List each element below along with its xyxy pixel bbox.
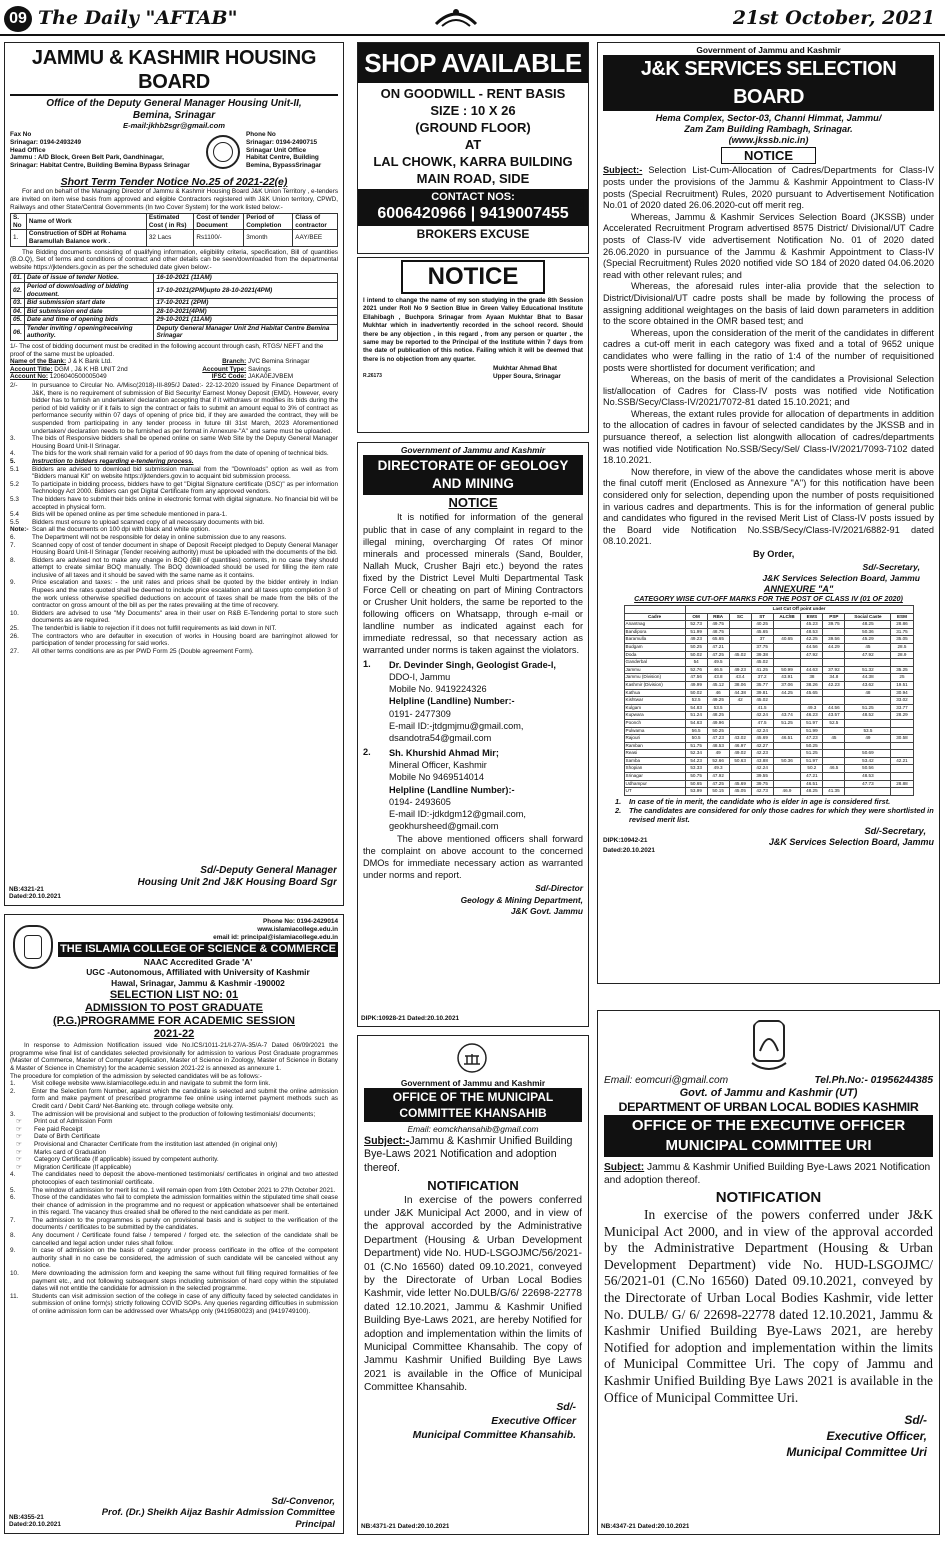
khansahib-notif: NOTIFICATION bbox=[427, 1177, 519, 1193]
jkhb-office: Office of the Deputy General Manager Housing Unit-II, bbox=[46, 98, 302, 109]
jkssb-by-order: By Order, bbox=[753, 549, 795, 559]
uri-title: OFFICE OF THE EXECUTIVE OFFICER MUNICIPAL COMMITTEE URI bbox=[604, 1115, 933, 1157]
jkhb-seal-icon bbox=[206, 135, 240, 169]
uri-phone: Tel.Ph.No:- 01956244385 bbox=[814, 1075, 933, 1086]
geology-ref: DIPK:10928-21 Dated:20.10.2021 bbox=[361, 1015, 460, 1023]
cutoff-row: Doda 50.02 47.25 45.02 39.38 47.92 47.92 28.9 bbox=[624, 651, 913, 659]
jkssb-subject: Subject:- Selection List-Cum-Allocation of Cadres/Departments for Class-IV posts under the provisions of the Jammu & Kashmir Appointment to Class-IV posts (Special Recruitment) Rules, 2020 pursuant to Advertisement Notification No.01 of 2020 dated 26.06.2020-cut off merit reg. bbox=[603, 165, 934, 211]
jkssb-ref-1: DIPK:10942-21 bbox=[603, 837, 648, 845]
shop-contact: CONTACT NOS: 6006420966 | 9419007455 bbox=[358, 189, 588, 226]
islamia-list-no: SELECTION LIST NO: 01 bbox=[109, 989, 239, 1002]
jkssb-gov: Government of Jammu and Kashmir bbox=[696, 45, 841, 55]
khansahib-notification bbox=[357, 1035, 589, 1535]
cutoff-row: Bandipora 51.99 48.75 45.65 48.53 50.36 31.75 bbox=[624, 628, 913, 636]
jkssb-para-1: Whereas, Jammu & Kashmir Services Selection Board (JKSSB) under Accelerated Recruitment Program advertised 8575 District/ Divisional/UT Cadre posts of Class-IV vide advertisement Notification No. 01 of 2020 dated 26.06.2020 in pursuance of the Jammu & Kashmir Appointment to Class-IV (Special Recruitment) Rules 2020 notified vide SO 184 of 2020 dated 04.06.2020 read with other relevant rules; and bbox=[603, 211, 934, 280]
khansahib-signature: Sd/- Executive Officer Municipal Committee Khansahib. bbox=[412, 1401, 576, 1441]
jkhb-tender-ad bbox=[4, 42, 344, 906]
geology-body: It is notified for information of the general public that in case of any complaint in regard to the illegal mining, overcharging Of rates Of minor minerals and processed minerals (Sand, Boulder, Nallah Muck, Crusher Bajri etc.) beyond the rates fixed by the District Level Multi Departmental Task Force Cell or cheating on part of Mining Contractors or Crusher Unit holders, the same be reported to the following officers on Whatsapp, through e-mail or landline number as indicated against each for immediate redressal, so that necessary action as warranted under norms is taken against the violators. bbox=[363, 512, 583, 656]
cutoff-row: Reasi 52.34 49 49.02 42.23 51.25 50.69 bbox=[624, 750, 913, 758]
jkhb-cost-note: 1/- The cost of bidding document must be credited in the following account through cash, RTGS/ NEFT and the proof of the same must be uploaded. bbox=[10, 343, 324, 358]
emblem-icon bbox=[454, 1040, 490, 1076]
islamia-procedure: The procedure for completion of the admission by selected candidates will be as follows:- bbox=[10, 1072, 262, 1080]
page-header bbox=[0, 0, 945, 36]
jkssb-signature: Sd/-Secretary, J&K Services Selection Board, Jammu bbox=[762, 562, 920, 583]
cutoff-row: Baramulla 49.23 65.65 37 40.65 42.25 39.56 45.29 35.05 bbox=[624, 636, 913, 644]
uri-notification bbox=[597, 1010, 940, 1535]
shop-ad bbox=[357, 42, 589, 254]
cutoff-row: Kishtwar 52.5 49.25 42 45.02 33.02 bbox=[624, 697, 913, 705]
cutoff-row: Shopian 53.33 49.3 42.24 50.2 46.5 50.56 bbox=[624, 765, 913, 773]
jkhb-conditions: 2/- In pursuance to Circular No. A/Misc(2018)-III-895/J Dated:- 22-12-2020 issued by Finance Department of J&K, there is no requirement of submission of Bid Security/ Earnest Money Deposit (EMD). However, every bidder has to furnish an undertaken/ declaration accepting that if it withdraws or modifies its bids during the period of bid validity or if it fails to sign the contract or fails to submit an amount equal to 3% of contract as performance security within 07 days of opening of price bid, if they are awarded the contract, they will be suspended from participating in any tender process in future till 31st March, 2023 Aforementioned undertaken/ declaration needs to be furnished as per format in Annexure-"A" and same must be uploaded. 3. The bids of Responsive bidders shall be opened online on same Web Site by the Deputy General Manager Housing Board Unit-II Srinagar. 4. The bids for the work shall remain valid for a period of 90 days from the date of opening of technical bids. 5. Instruction to bidders regarding e-tendering process. 5.1 Bidders are advised to download bid submission manual from the "Downloads" option as well as from "Bidders manual Kit" on website https://jktenders.gov.in to acquaint bid submission process. 5.2 To participate in bidding process, bidders have to get "Digital Signature certificate (DSC)" as per information Technology Act 2000. Bidders can get Digital Certificate from any approved vendors. 5.3 The bidders have to submit their bids online in electronic format with digital signature. No financial bid will be accepted in physical form. 5.4 Bids will be opened online as per time schedule mentioned in para-1. 5.5 Bidders must ensure to upload scanned copy of all necessary documents with bid. Note:- Scan all the documents on 100 dpi with black and white option. 6. The Department will not be responsible for delay in online submission due to any reasons. 7. Scanned copy of cost of tender document in shape of Deposit Receipt pledged to Deputy General Manager Housing Board Unit-II Srinagar (Tender receiving authority) must be uploaded with the documents of the bid. 8. Bidders are advised not to make any change in BOQ (Bill of quantities) contents, in no case they should attempt to create similar BOQ manually. The BOQ downloaded should be used for filling the item rate inclusive of all taxes and it should be saved with the same name as it contains. 9. Price escalation and taxes: - the unit rates and prices shall be quoted by the bidder entirely in Indian Rupees and the rates quoted shall be deemed to include price escalation and all taxes upto completion 3 of the work unless otherwise specified deductions on account of taxes shall be made from the bills of the contractor on gross amount of the bill as per the rates prevailing at the time of recovery. 10. Bidders are advised to use "My Documents" area in their user on R&B E-Tendering portal to store such documents as are required. 25. The tender/bid is liable to rejection if it does not fulfill requirements as laid down in NIT. 26. The contractors who are defaulter in execution of works in Housing board are barring/not allowed for participation of tender processing for said works. 27. All other terms conditions are as per PWD Form 25 (Double agreement Form). bbox=[10, 382, 338, 655]
jkssb-sign-4: J&K Services Selection Board, Jammu bbox=[768, 837, 934, 848]
shop-ref: R.26370 bbox=[580, 193, 586, 212]
masthead-logo bbox=[432, 2, 480, 32]
cutoff-row: Udhampur 50.65 47.25 45.69 39.75 46.51 47.73 28.88 bbox=[624, 780, 913, 788]
cutoff-row: Kathua 50.02 46 44.38 39.81 44.25 45.65 48 30.94 bbox=[624, 689, 913, 697]
cutoff-row: Kupwara 51.24 48.25 42.24 43.74 46.23 43.57 48.52 28.29 bbox=[624, 712, 913, 720]
islamia-intro: In response to Admission Notification issued vide No.ICS/1011-21/I-27/A-35/A-7 Dated 06/09/2021 the programme wise final list of candidates selected provisionally for admission to various Post Graduate programmes (Master of Commerce, Master of Computer Application, Master of Science in Zoology, Master of Science in Botany & Master of Science in Chemistry) for the academic session 2021-22 is annexed as annexure 1. bbox=[10, 1042, 338, 1072]
cutoff-row: Poonch 54.63 49.96 47.5 51.25 51.97 52.5 bbox=[624, 719, 913, 727]
geology-gov: Government of Jammu and Kashmir bbox=[400, 445, 546, 455]
uri-email: Email: eomcuri@gmail.com bbox=[604, 1075, 729, 1086]
islamia-docs: ☞ Print out of Admission Form ☞ Fee paid Receipt ☞ Date of Birth Certificate ☞ Provisional and Character Certificate from the institution last attended (in original only) ☞ Marks card of Graduation ☞ Category Certificate (If applicable) issued by competent authority. ☞ Migration Certificate (If applicable) bbox=[16, 1118, 278, 1171]
geology-sign: Sd/-Director Geology & Mining Department, J&K Govt. Jammu bbox=[460, 883, 583, 917]
uri-signature: Sd/- Executive Officer, Municipal Committee Uri bbox=[786, 1413, 927, 1460]
islamia-ref: NB:4355-21 Dated:20.10.2021 bbox=[9, 1513, 61, 1529]
jkssb-para-2: Whereas, the aforesaid rules inter-alia provide that the selection to District/Divisional/UT cadre posts shall be made by following the process of assigning additional weightages on the basis of laid down parameters in addition to the score obtained in the OMR based test; and bbox=[603, 281, 934, 327]
uri-body: In exercise of the powers conferred under J&K Municipal Act 2000, and in view of the approval accorded by the Administrative Department (Housing & Urban Development Department) vide No. HUD-LSGOJMC/ 56/2021-01 (C.No 16560) Dated 09.10.2021, conveyed by the Directorate of Urban Local Bodies Kashmir, vide letter No. DULB/ G/ 6/ 22698-22778 dated 12.10.2021, Jammu & Kashmir Unified Building Bye-Laws 2021, are hereby Notified for adoption and implementation within the limits of Municipal Committee Uri. The copy of Jammu and Kashmir Unified Building Bye Laws 2021 is available in the Office of Municipal Committee Uri. bbox=[604, 1207, 933, 1405]
jkssb-signature-2: Sd/-Secretary, bbox=[864, 825, 926, 836]
shop-brokers: BROKERS EXCUSE bbox=[416, 227, 530, 241]
islamia-naac: NAAC Accredited Grade 'A' bbox=[143, 957, 253, 967]
islamia-signature: Sd/-Convenor, Prof. (Dr.) Sheikh Aijaz Bashir Admission Committee Principal bbox=[101, 1494, 335, 1529]
jkssb-notice bbox=[597, 42, 940, 984]
jkhb-title: JAMMU & KASHMIR HOUSING BOARD bbox=[10, 46, 338, 96]
shop-details: ON GOODWILL - RENT BASIS SIZE : 10 X 26 (GROUND FLOOR) AT LAL CHOWK, KARRA BUILDING MAIN ROAD, SIDE bbox=[373, 86, 573, 186]
cutoff-row: Kashmir (Division) 49.99 45.12 38.06 35.77 37.06 38.26 42.23 43.62 19.51 bbox=[624, 681, 913, 689]
jkhb-bank-details: Name of the Bank: J & K Bank Ltd. Branch: JVC Bemina Srinagar Account Title: DGM , J& K HB UNIT 2nd Account Type: Savings Account No: 1206040500005049 IFSC Code: JAKA0EJVBEM bbox=[10, 358, 310, 381]
jkssb-address: Hema Complex, Sector-03, Channi Himmat, Jammu/ Zam Zam Building Rambagh, Srinagar. (www.jkssb.nic.in) bbox=[655, 113, 882, 146]
jkhb-notice-title: Short Term Tender Notice No.25 of 2021-22(e) bbox=[60, 176, 288, 189]
notice-title: NOTICE bbox=[401, 260, 545, 294]
cutoff-row: Srinagar 50.75 47.92 39.55 47.21 48.53 bbox=[624, 773, 913, 781]
notice-body: I intend to change the name of my son studying in the grade 8th Session 2021 under Roll No 9 Section Blue in Green Valley Educational Institute Ellahibagh , Buchpora Srinagar from Ayaan Mukhtar Bhat to Basar Mukhtar which in inadvertently recorded in the school record. Should there be any objection , in this regard , from any person or quarter , the same may be reported to the Principal of the Institute within 7 days from the date of publication of this notice. Failing which it will be deemed that there is no objection from any quarter. bbox=[363, 297, 583, 363]
newspaper-name: The Daily "AFTAB" bbox=[38, 7, 238, 29]
islamia-ugc: UGC -Autonomous, Affiliated with University of Kashmir bbox=[86, 967, 310, 978]
islamia-addr: Hawal, Srinagar, Jammu & Kashmir -190002 bbox=[111, 977, 285, 988]
cutoff-row: Jammu 52.76 46.5 49.23 41.25 50.99 44.63 37.92 51.32 35.25 bbox=[624, 666, 913, 674]
cutoff-row: Jammu (Division) 47.56 43.8 43.4 37.2 43.91 38 34.8 44.38 25 bbox=[624, 674, 913, 682]
cutoff-row: Pulwama 56.5 50.25 42.24 51.99 53.5 bbox=[624, 727, 913, 735]
jkssb-notice-title: NOTICE bbox=[721, 147, 816, 164]
geology-notice-title: NOTICE bbox=[448, 495, 498, 511]
jkssb-ref-2: Dated:20.10.2021 bbox=[603, 847, 655, 855]
jkssb-title: J&K SERVICES SELECTION BOARD bbox=[603, 55, 934, 111]
jkssb-annexure: ANNEXURE "A" bbox=[763, 584, 834, 594]
geology-officer-1: 1. Dr. Devinder Singh, Geologist Grade-I, DDO-I, Jammu Mobile No. 9419224326 Helpline (Landline) Number:- 0191- 2477309 E-mail ID:-jtdgmjmu@gmail.com, dsandotra54@gmail.com bbox=[363, 658, 556, 744]
cutoff-row: Samba 54.23 52.66 50.63 43.88 50.36 51.97 53.42 42.21 bbox=[624, 757, 913, 765]
jkhb-ref: NB:4321-21 Dated:20.10.2021 bbox=[9, 885, 61, 901]
jkhb-work-table: S. No Name of Work Estimated Cost ( in Rs) Cost of tender Document Period of Completion Class of contractor 1. Construction of SDH at Rohama Baramullah Balance work . 32 Lacs Rs1100/- 3month AAY/BEE bbox=[10, 213, 338, 246]
jkssb-para-3: Whereas, upon the consideration of the merit of the candidates in different cadres a cut-off merit in each category was fixed and a total of 9652 unique candidates who were falling in the ratio of 1:4 of the number of requisitioned posts were shortlisted for document verification; and bbox=[603, 327, 934, 373]
islamia-selection-list bbox=[4, 914, 344, 1534]
jkhb-schedule-table: 01. Date of issue of tender Notice. 16-10-2021 (11AM) 02. Period of downloading of bidding document. 17-10-2021(2PM)upto 28-10-2021(4PM) 03. Bid submission start date 17-10-2021 (2PM) 04. Bid submission end date 28-10-2021(4PM) 05. Date and time of opening bids 29-10-2021 (11AM) 06. Tender inviting / opening/receiving authority. Deputy General Manager Unit 2nd Habitat Centre Bemina Srinagar bbox=[10, 273, 338, 341]
khansahib-ref: NB:4371-21 Dated:20.10.2021 bbox=[361, 1523, 450, 1531]
khansahib-body: In exercise of the powers conferred under J&K Municipal Act 2000, and in view of the approval accorded by the Administrative Department (Housing & Urban Development Department) vide No. HUD-LSGOJMC/56/2021-01 (C.No 16560) dated 09.10.2021, conveyed by the Directorate of Urban Local Bodies Kashmir, vide letter No.DULB/G/6/ 22698-22778 dated 12.10.2021, Jammu & Kashmir Unified Building Bye-Laws 2021, are hereby Notified for adoption and implementation within the limits of Municipal Committee Khansahib. The copy of Jammu Kashmir Unified Building Bye Laws 2021 is available in the Office of Municipal Committee Khansahib. bbox=[364, 1194, 582, 1394]
name-change-notice bbox=[357, 257, 589, 433]
notice-ref: R.26173 bbox=[363, 372, 382, 379]
cutoff-row: Rajouri 50.5 47.23 43.02 45.69 46.51 47.23 45 49 30.58 bbox=[624, 735, 913, 743]
cutoff-row: Anantnag 52.73 49.75 40.25 45.23 39.75 48.25 28.86 bbox=[624, 621, 913, 629]
uri-subject: Subject: Jammu & Kashmir Unified Building Bye-Laws 2021 Notification and adoption thereof. bbox=[604, 1162, 931, 1186]
page-number: 09 bbox=[4, 6, 32, 32]
jkssb-para-4: Whereas, on the basis of merit of the candidates a Provisional Selection list/allocation of Cadres for Class-IV posts was notified vide Notification No.SSB/Secy/Class-IV/2021/7072-81 dated 15.10.2021; and bbox=[603, 374, 934, 408]
geology-closing: The above mentioned officers shall forward the complaint on above account to the concerned DMOs for immediate necessary action as warranted under norms and report. bbox=[363, 833, 583, 880]
notice-sign: Mukhtar Ahmad Bhat bbox=[493, 365, 558, 373]
islamia-steps-2: 4. The candidates need to deposit the above-mentioned testimonials/ certificates in original and two attested photocopies of each testimonial/ certificate. 5. The window of admission for merit list no. 1 will remain open from 19th October 2021 to 27th October 2021. 6. Those of the candidates who fail to complete the admission formalities within the stipulated time shall cease their chance of admission in the programme and no request or application whatsoever shall be entertained in this regard. The vacancy thus created shall be offered to the next candidate as per merit. 7. The admission to the programmes is purely on provisional basis and is subject to the verification of the documents / certificates to be submitted by the candidates. 8. Any document / Certificate found false / tempered / forged etc. the selection of the candidate shall be cancelled and legal action under rules shall follow. 9. In case of admission on the basis of category under process certificate in the office of the competent authority shall in no case be considered, the admission of such candidate will be canceled without any notice. 10. Mere downloading the admission form and keeping the same without full filling required formalities of fee payment etc., and not following subsequent steps including submission of hard copy within the stipulated dates will not entitle the candidate for admission in the selected programme. 11. Students can visit admission section of the college in case of any difficulty faced by selected candidates in submission of online form(s) strictly following COVID SOPs. Any queries regarding difficulties in submission of online admission form can be addressed over WhatsApp only (9419580023) and (9419749100). bbox=[10, 1171, 338, 1315]
jkssb-cutoff-table: Last Cut Off point under Cadre OM RBA SC ST ALC/IB EWS PSP Social Caste ESM Anantnag 52.73 49.75 40.25 45.23 39.75 48.25 28.86 Bandipora 51.99 48.75 45.65 48.53 50.36 31.75 Baramulla 49.23 65.65 37 40.65 42.25 39.56 45.29 35.05 Budgam 50.25 47.21 37.75 44.56 44.29 45 28.5 Doda 50.02 47.25 45.02 39.38 47.92 47.92 28.9 Ganderbal 54 49.5 45.02 Jammu 52.76 46.5 49.23 41.25 50.99 44.63 37.92 51.32 35.25 Jammu (Division) 47.56 43.8 43.4 37.2 43.91 38 34.8 44.38 25 Kashmir (Division) 49.99 45.12 38.06 35.77 37.06 38.26 42.23 43.62 19.51 Kathua 50.02 46 44.38 39.81 44.25 45.65 48 30.94 Kishtwar 52.5 49.25 42 45.02 33.02 Kulgam 54.83 53.5 41.5 49.3 44.56 51.25 33.77 Kupwara 51.24 48.25 42.24 43.74 46.23 43.57 48.52 28.29 Poonch 54.63 49.96 47.5 51.25 51.97 52.5 Pulwama 56.5 50.25 42.24 51.99 53.5 Rajouri 50.5 47.23 43.02 45.69 46.51 47.23 45 49 30.58 Ramban 51.75 48.53 46.97 42.27 50.25 Reasi 52.34 49 49.02 42.23 51.25 50.69 Samba 54.23 52.66 50.63 43.88 50.36 51.97 53.42 42.21 Shopian 53.33 49.3 42.24 50.2 46.5 50.56 Srinagar 50.75 47.92 39.55 47.21 48.53 Udhampur 50.65 47.25 45.69 39.75 46.51 47.73 28.88 UT 53.99 50.15 45.05 42.73 46.9 48.25 41.35 bbox=[624, 605, 914, 796]
uri-ref: NB:4347-21 Dated:20.10.2021 bbox=[601, 1523, 690, 1531]
jkssb-notes: 1. In case of tie in merit, the candidate who is elder in age is considered first. 2. The candidates are considered for only those cadres for which they were shortlisted in revised merit list. bbox=[615, 796, 934, 824]
cutoff-row: Kulgam 54.83 53.5 41.5 49.3 44.56 51.25 33.77 bbox=[624, 704, 913, 712]
geology-officer-2: 2. Sh. Khurshid Ahmad Mir; Mineral Officer, Kashmir Mobile No 9469514014 Helpline (Landline Number):- 0194- 2493605 E-mail ID:-jdkdgm12@gmail.com, geokhursheed@gmail.com bbox=[363, 746, 526, 832]
jk-emblem-icon bbox=[746, 1017, 792, 1075]
jkssb-para-6: Now therefore, in view of the above the candidates whose merit is above the final cutoff merit (Enclosed as Annexure "A") for this notification have been considered only for selection, depending upon the number of posts requisitioned in various cadres and departments. This is for the information of general public and candidates who figured in the revised Merit List of Class-IV posts issued by the Board vide Notification No.SSB/Secy/Class-IV/2021/6882-91 dated 08.10.2021. bbox=[603, 466, 934, 547]
khansahib-gov: Government of Jammu and Kashmir bbox=[400, 1078, 546, 1088]
islamia-logo-icon bbox=[13, 925, 53, 969]
geology-notice bbox=[357, 442, 589, 1027]
khansahib-subject: Subject:-Jammu & Kashmir Unified Building Bye-Laws 2021 Notification and adoption thereof. bbox=[364, 1134, 573, 1174]
jkhb-right-contact: Phone No Srinagar: 0194-2490715 Srinagar Unit Office Habitat Centre, Building Bemina, BypassSrinagar bbox=[246, 131, 322, 169]
cutoff-row: UT 53.99 50.15 45.05 42.73 46.9 48.25 41.35 bbox=[624, 788, 913, 796]
islamia-admission: ADMISSION TO POST GRADUATE (P.G.)PROGRAMME FOR ACADEMIC SESSION 2021-22 bbox=[52, 1002, 296, 1041]
islamia-steps-1: 1. Visit college website www.islamiacollege.edu.in and navigate to submit the form link. 2. Enter the Selection form Number, against which the candidate is selected and submit the online admission form and make payment of prescribed programme fee online using internet payment methods such as Credit card / Debit Card/ Net-Banking etc. through college website only. 3. The admission will be provisional and subject to the production of following testimonials/ documents; bbox=[10, 1080, 338, 1118]
jkhb-email: E-mail:jkhb2sgr@gmail.com bbox=[123, 121, 225, 131]
jkhb-left-contact: Fax No Srinagar: 0194-2493249 Head Office Jammu : A/D Block, Green Belt Park, Gandhinagar, Srinagar: Habitat Centre, Building Bemina Bypass Srinagar bbox=[10, 131, 190, 169]
islamia-contact: Phone No: 0194-2429014 www.islamiacollege.edu.in email id: principal@islamiacollege.edu.in bbox=[213, 918, 338, 941]
uri-gov: Govt. of Jammu and Kashmir (UT) bbox=[679, 1087, 858, 1099]
jkhb-signature: Sd/-Deputy General Manager Housing Unit 2nd J&K Housing Board Sgr bbox=[137, 865, 337, 888]
notice-addr: Upper Soura, Srinagar bbox=[493, 372, 561, 380]
jkssb-table-title: CATEGORY WISE CUT-OFF MARKS FOR THE POST OF CLASS IV (01 OF 2020) bbox=[634, 594, 903, 603]
islamia-title: THE ISLAMIA COLLEGE OF SCIENCE & COMMERCE bbox=[58, 942, 338, 957]
khansahib-email: Email: eomckhansahib@gmail.com bbox=[407, 1124, 539, 1135]
issue-date: 21st October, 2021 bbox=[732, 7, 935, 29]
geology-title: DIRECTORATE OF GEOLOGY AND MINING bbox=[363, 455, 583, 495]
jkhb-intro: For and on behalf of the Managing Director of Jammu & Kashmir Housing Board J&K Union Territory , e-tenders are invited on item wise basis from approved and eligible Contractors registered with J&K Union territory, CPWD, Railways and other State/Central Governments (In two Cover System) for the work listed below:- bbox=[10, 188, 339, 211]
uri-notif: NOTIFICATION bbox=[715, 1189, 822, 1206]
cutoff-row: Ramban 51.75 48.53 46.97 42.27 50.25 bbox=[624, 742, 913, 750]
jkhb-place: Bemina, Srinagar bbox=[132, 109, 216, 121]
jkssb-para-5: Whereas, the extant rules provide for allocation of departments in addition to the allocation of cadres in favour of selected candidates by the JKSSB and in pursuance thereof, a selection list alongwith allocation of cadres/departments was notified vide Notification No.SSB/Secy/Sel/ Class-IV/2021/7093-7102 dated 18.10.2021. bbox=[603, 408, 934, 466]
khansahib-title: OFFICE OF THE MUNICIPAL COMMITTEE KHANSAHIB bbox=[364, 1088, 582, 1122]
cutoff-row: Budgam 50.25 47.21 37.75 44.56 44.29 45 28.5 bbox=[624, 643, 913, 651]
shop-title: SHOP AVAILABLE bbox=[358, 43, 588, 83]
uri-dept: DEPARTMENT OF URBAN LOCAL BODIES KASHMIR bbox=[618, 1100, 919, 1114]
cutoff-row: Ganderbal 54 49.5 45.02 bbox=[624, 659, 913, 667]
jkhb-para2: The Bidding documents consisting of qualifying information, eligibility criteria, specification, Bill of quantities (B.O.Q), Set of terms and conditions of contract and other details can be seen/downloaded from the departmental website https://jktenders.gov.in as per the scheduled date given below:- bbox=[10, 248, 338, 271]
